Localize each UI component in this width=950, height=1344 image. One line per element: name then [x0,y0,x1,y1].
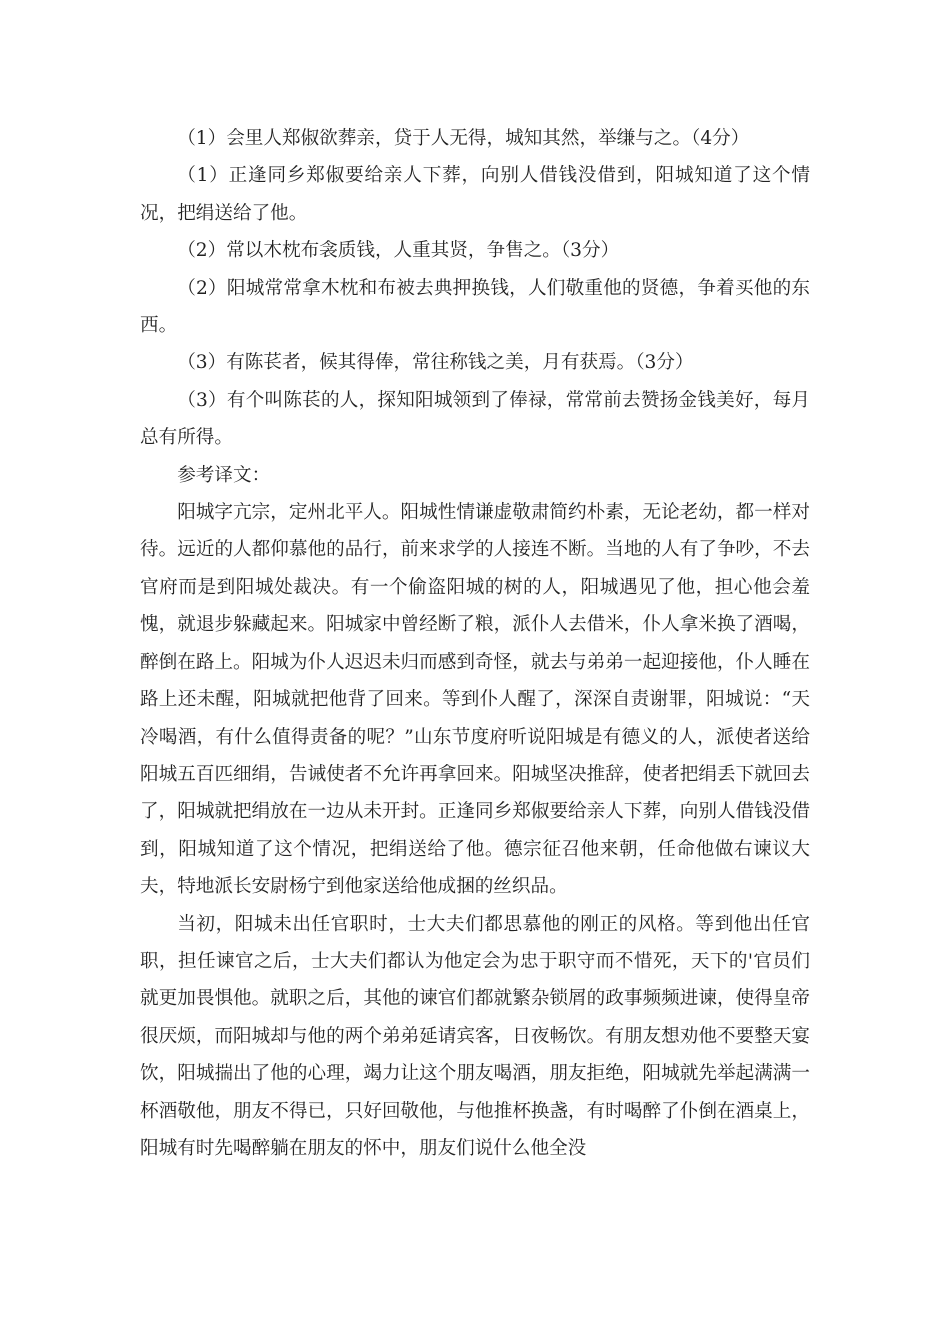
translation-paragraph-2: 当初，阳城未出任官职时，士大夫们都思慕他的刚正的风格。等到他出任官职，担任谏官之后，士大夫们都认为他定会为忠于职守而不惜死，天下的'官员们就更加畏惧他。就职之后，其他的谏官们都就繁杂锁屑的政事频频进谏，使得皇帝很厌烦，而阳城却与他的两个弟弟延请宾客，日夜畅饮。有朋友想劝他不要整天宴饮，阳城揣出了他的心理，竭力让这个朋友喝酒，朋友拒绝，阳城就先举起满满一杯酒敬他，朋友不得已，只好回敬他，与他推杯换盏，有时喝醉了仆倒在酒桌上，阳城有时先喝醉躺在朋友的怀中，朋友们说什么他全没 [140,913,810,1159]
answer-2: （2）阳城常常拿木枕和布被去典押换钱，人们敬重他的贤德，争着买他的东西。 [140,277,810,337]
document-body [140,120,810,1167]
question-1: （1）会里人郑俶欲葬亲，贷于人无得，城知其然，举缣与之。（4分） [177,128,750,149]
translation-paragraph-1: 阳城字亢宗，定州北平人。阳城性情谦虚敬肃简约朴素，无论老幼，都一样对待。远近的人都仰慕他的品行，前来求学的人接连不断。当地的人有了争吵，不去官府而是到阳城处裁决。有一个偷盗阳城的树的人，阳城遇见了他，担心他会羞愧，就退步躲藏起来。阳城家中曾经断了粮，派仆人去借米，仆人拿米换了酒喝，醉倒在路上。阳城为仆人迟迟未归而感到奇怪，就去与弟弟一起迎接他，仆人睡在路上还未醒，阳城就把他背了回来。等到仆人醒了，深深自责谢罪，阳城说：“天冷喝酒，有什么值得责备的呢？”山东节度府听说阳城是有德义的人，派使者送给阳城五百匹细绢，告诫使者不允许再拿回来。阳城坚决推辞，使者把绢丢下就回去了，阳城就把绢放在一边从未开封。正逢同乡郑俶要给亲人下葬，向别人借钱没借到，阳城知道了这个情况，把绢送给了他。德宗征召他来朝，任命他做右谏议大夫，特地派长安尉杨宁到他家送给他成捆的丝织品。 [140,502,810,898]
question-3: （3）有陈苌者，候其得俸，常往称钱之美，月有获焉。（3分） [177,352,694,374]
translation-heading: 参考译文： [177,464,271,486]
question-2: （2）常以木枕布衾质钱，人重其贤，争售之。（3分） [177,240,620,262]
answer-3: （3）有个叫陈苌的人，探知阳城领到了俸禄，常常前去赞扬金钱美好，每月总有所得。 [140,389,810,449]
answer-1: （1）正逢同乡郑俶要给亲人下葬，向别人借钱没借到，阳城知道了这个情况，把绢送给了他。 [140,165,810,224]
